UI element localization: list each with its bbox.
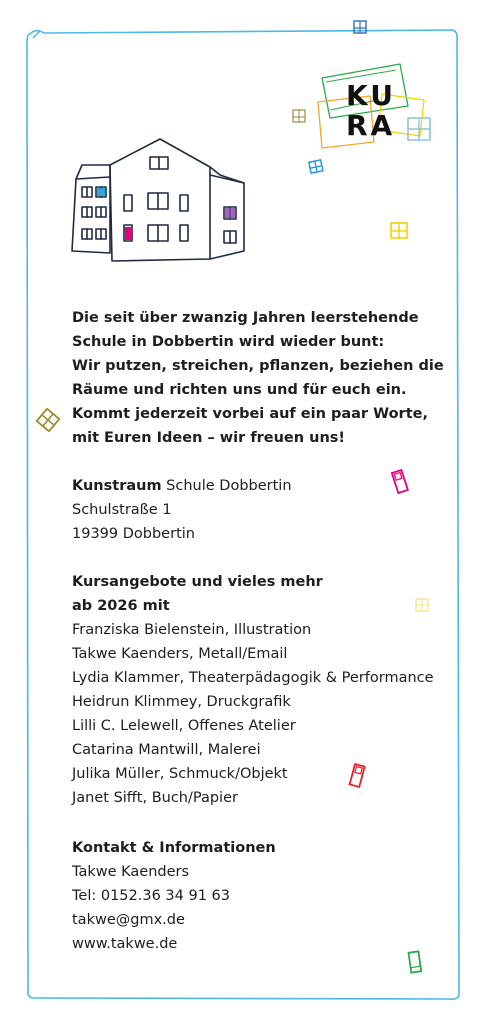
contact-email[interactable]: takwe@gmx.de [72,912,185,928]
intro-line: Kommt jederzeit vorbei auf ein paar Worte, [72,406,428,422]
course-person: Lilli C. Lelewell, Offenes Atelier [72,718,296,734]
course-person: Franziska Bielenstein, Illustration [72,622,312,638]
logo-line-1: KU [346,79,396,112]
school-house-illustration [68,135,254,265]
intro-line: Die seit über zwanzig Jahren leerstehende [72,310,419,326]
window-doodle-olive [292,109,306,123]
contact-website[interactable]: www.takwe.de [72,936,178,952]
intro-line: Wir putzen, streichen, pflanzen, beziehen die [72,358,444,374]
course-person: Julika Müller, Schmuck/Objekt [72,766,288,782]
course-person: Lydia Klammer, Theaterpädagogik & Performance [72,670,434,686]
window-doodle-blue-top [353,20,367,34]
course-person: Heidrun Klimmey, Druckgrafik [72,694,291,710]
contact-name: Takwe Kaenders [72,864,190,880]
venue-name [72,474,452,498]
venue-name-bold: Kunstraum [72,478,162,494]
intro-line: Räume und richten uns und für euch ein. [72,382,407,398]
courses-block [72,570,452,810]
courses-subheading: ab 2026 mit [72,598,170,614]
logo-line-2: RA [346,109,396,142]
venue-name-rest: Schule Dobbertin [161,478,292,494]
course-person: Janet Sifft, Buch/Papier [72,790,238,806]
address-block [72,474,452,546]
kura-wordmark [346,79,406,142]
window-doodle-olive-diamond [34,406,62,434]
contact-block [72,836,452,956]
course-person: Takwe Kaenders, Metall/Email [72,646,288,662]
intro-line: mit Euren Ideen – wir freuen uns! [72,430,346,446]
window-doodle-yellow [389,221,409,241]
street: Schulstraße 1 [72,502,172,518]
courses-heading: Kursangebote und vieles mehr [72,574,323,590]
intro-line: Schule in Dobbertin wird wieder bunt: [72,334,385,350]
contact-heading: Kontakt & Informationen [72,840,276,856]
course-person: Catarina Mantwill, Malerei [72,742,261,758]
intro-paragraph [72,306,444,450]
city: 19399 Dobbertin [72,526,195,542]
contact-phone[interactable]: Tel: 0152.36 34 91 63 [72,888,230,904]
